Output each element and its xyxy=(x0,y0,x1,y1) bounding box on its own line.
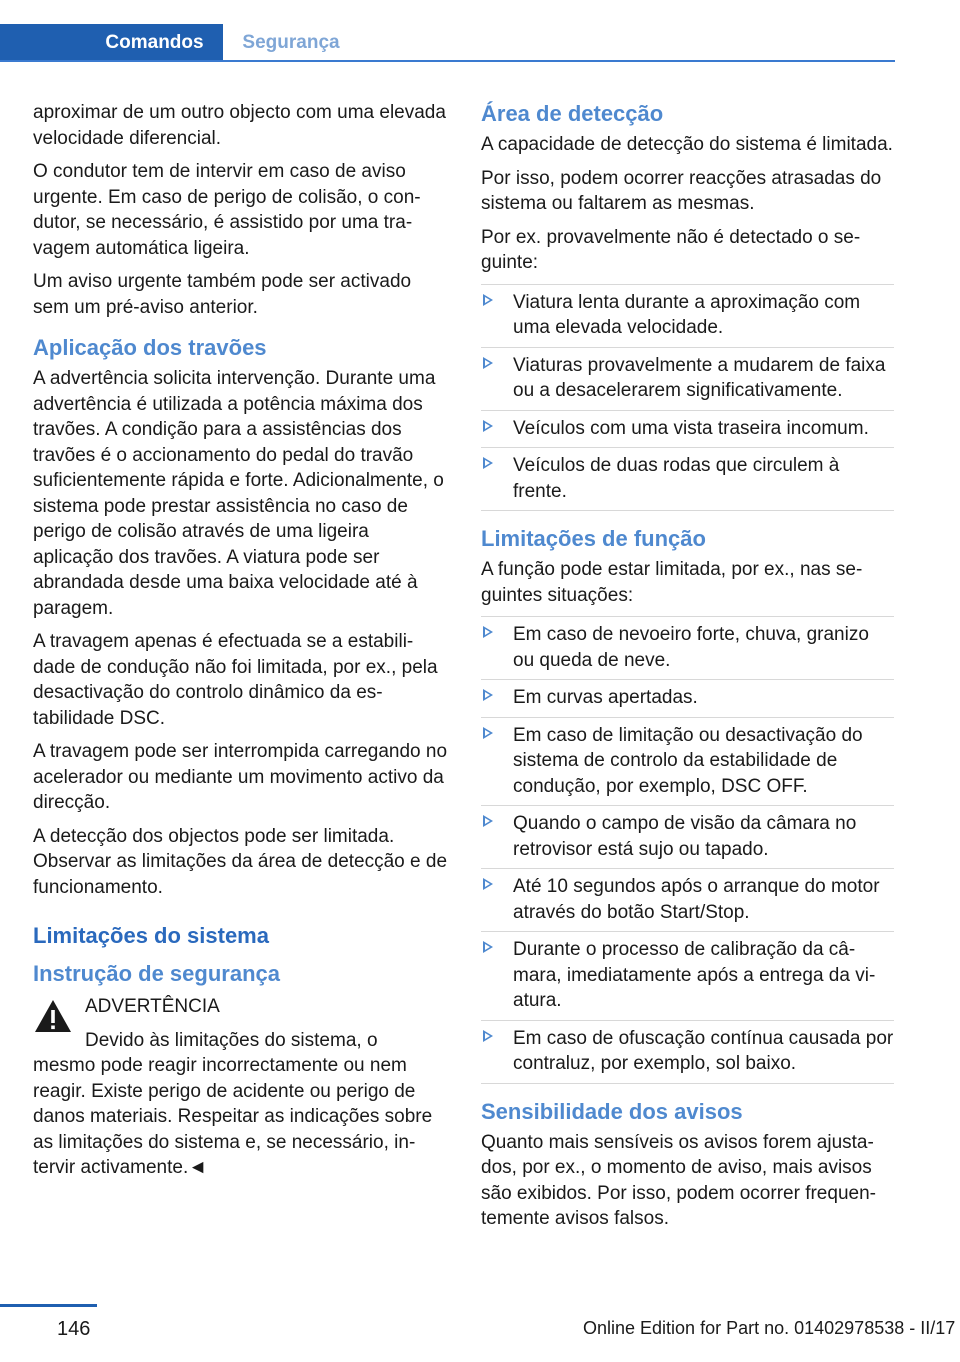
triangle-bullet-icon xyxy=(483,294,493,306)
triangle-bullet-icon xyxy=(483,689,493,701)
paragraph: A advertência solicita intervenção. Durante uma advertência é utilizada a potência máxima dos travões. A condição para a assistências dos travões é o accionamento do pedal do travão suficientemente rápida e forte. Adicionalmente, o sistema pode prestar assistência no caso de perigo de colisão através de uma ligeira aplicação dos travões. A viatura pode ser abrandada desde uma baixa velocidade até à paragem. xyxy=(33,368,444,619)
warning-text: mesmo pode reagir incorrectamente ou nem reagir. Existe perigo de acidente ou perigo de danos materiais. Respeitar as indicações sobre as limitações do sistema e, se necessário, intervir activamente.◄ xyxy=(33,1055,433,1178)
page-header xyxy=(0,0,960,62)
paragraph: aproximar de um outro objecto com uma elevada velocidade diferencial. xyxy=(33,102,446,149)
paragraph: O condutor tem de intervir em caso de aviso urgente. Em caso de perigo de colisão, o condutor, se necessário, é assistido por uma travagem automática ligeira. xyxy=(33,161,421,259)
triangle-bullet-icon xyxy=(483,457,493,469)
edition-note: Online Edition for Part no. 01402978538 - II/17 xyxy=(583,1318,956,1338)
list-item: Veículos de duas rodas que circulem à frente. xyxy=(481,447,894,511)
triangle-bullet-icon xyxy=(483,357,493,369)
triangle-bullet-icon xyxy=(483,1030,493,1042)
warning-block xyxy=(33,994,448,1181)
paragraph: Um aviso urgente também pode ser activado sem um pré-aviso anterior. xyxy=(33,271,412,318)
heading-aplicacao-travoes: Aplicação dos travões xyxy=(33,335,267,360)
right-column xyxy=(481,100,894,1240)
paragraph: Por ex. provavelmente não é detectado o seguinte: xyxy=(481,226,861,273)
paragraph: A função pode estar limitada, por ex., nas seguintes situações: xyxy=(481,559,863,606)
header-divider xyxy=(0,60,895,62)
heading-limitacoes-funcao: Limitações de função xyxy=(481,526,706,551)
bullet-list-function-limits xyxy=(481,616,894,1084)
triangle-bullet-icon xyxy=(483,420,493,432)
warning-title: ADVERTÊNCIA xyxy=(85,996,220,1017)
heading-limitacoes-sistema: Limitações do sistema xyxy=(33,923,269,948)
heading-sensibilidade-avisos: Sensibilidade dos avisos xyxy=(481,1098,743,1124)
list-item: Viaturas provavelmente a mudarem de faixa ou a desacelerarem significativamente. xyxy=(481,347,894,410)
paragraph: A detecção dos objectos pode ser limitada. Observar as limitações da área de detecção e de funcionamento. xyxy=(33,825,448,898)
warning-text-first-line: Devido às limitações do sistema, o xyxy=(85,1029,378,1051)
footer-accent-line xyxy=(0,1304,97,1307)
bullet-list-detection xyxy=(481,284,894,512)
list-item: Veículos com uma vista traseira incomum. xyxy=(481,410,894,448)
list-item: Viatura lenta durante a aproximação com uma elevada velocidade. xyxy=(481,284,894,347)
list-item: Durante o processo de calibração da câmara, imediatamente após a entrega da viatura. xyxy=(481,931,894,1020)
paragraph: A travagem apenas é efectuada se a estabilidade de condução não foi limitada, por ex., pela desactivação do controlo dinâmico da estabilidade DSC. xyxy=(33,631,438,729)
list-item: Em caso de ofuscação contínua causada por contraluz, por exemplo, sol baixo. xyxy=(481,1020,894,1084)
list-item: Em caso de limitação ou desactivação do sistema de controlo da estabilidade de condução, por exemplo, DSC OFF. xyxy=(481,717,894,806)
paragraph: A capacidade de detecção do sistema é limitada. xyxy=(481,134,893,155)
paragraph: Quanto mais sensíveis os avisos forem ajustados, por ex., o momento de aviso, mais avisos são exibidos. Por isso, podem ocorrer frequentemente avisos falsos. xyxy=(481,1131,876,1229)
section-tab-comandos[interactable]: Comandos xyxy=(0,24,223,61)
heading-instrucao-seguranca: Instrução de segurança xyxy=(33,961,280,986)
heading-area-deteccao: Área de detecção xyxy=(481,101,664,126)
list-item: Em caso de nevoeiro forte, chuva, granizo ou queda de neve. xyxy=(481,616,894,679)
section-tab-seguranca[interactable]: Segurança xyxy=(242,32,340,53)
triangle-bullet-icon xyxy=(483,727,493,739)
triangle-bullet-icon xyxy=(483,941,493,953)
list-item: Até 10 segundos após o arranque do motor através do botão Start/Stop. xyxy=(481,868,894,931)
page-number: 146 xyxy=(57,1318,91,1340)
left-column xyxy=(33,100,448,1189)
warning-triangle-icon xyxy=(33,998,73,1034)
paragraph: Por isso, podem ocorrer reacções atrasadas do sistema ou faltarem as mesmas. xyxy=(481,167,882,214)
triangle-bullet-icon xyxy=(483,626,493,638)
paragraph: A travagem pode ser interrompida carregando no acelerador ou mediante um movimento activo da direcção. xyxy=(33,741,448,813)
list-item: Quando o campo de visão da câmara no retrovisor está sujo ou tapado. xyxy=(481,805,894,868)
list-item: Em curvas apertadas. xyxy=(481,679,894,717)
triangle-bullet-icon xyxy=(483,815,493,827)
triangle-bullet-icon xyxy=(483,878,493,890)
